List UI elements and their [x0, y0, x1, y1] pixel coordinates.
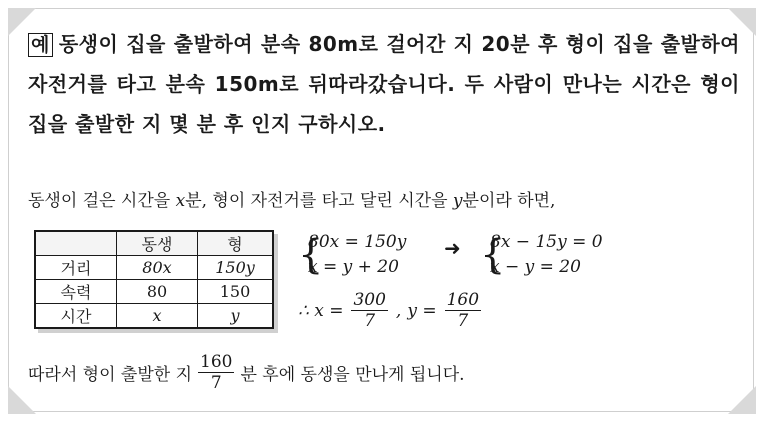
equation-line: x − y = 20 — [490, 257, 581, 277]
fraction-numerator: 160 — [200, 352, 233, 372]
table-cell: 80 — [117, 280, 198, 304]
brace-glyph: { — [298, 232, 324, 278]
equation-system-1 — [298, 230, 406, 280]
table-row — [35, 256, 273, 280]
conclusion-prefix: 따라서 형이 출발한 지 — [28, 365, 193, 385]
table-cell: 80x — [117, 256, 198, 280]
intro-text-c: 분이라 하면, — [462, 191, 556, 211]
equation-line: x = y + 20 — [308, 257, 399, 277]
table-row — [35, 280, 273, 304]
result-y-label: y = — [407, 300, 437, 321]
fraction-numerator: 160 — [446, 290, 480, 310]
fraction-denominator: 7 — [457, 311, 469, 331]
table-header-cell: 동생 — [117, 231, 198, 256]
equation-line: 8x − 15y = 0 — [490, 232, 603, 252]
table-cell: 150 — [198, 280, 274, 304]
fraction-y — [445, 290, 481, 331]
fraction-denominator: 7 — [210, 373, 222, 393]
distance-speed-time-table — [34, 230, 274, 329]
table-cell: x — [117, 304, 198, 329]
fraction-x — [351, 290, 387, 331]
brace-glyph: { — [480, 232, 506, 278]
table-cell: 150y — [198, 256, 274, 280]
equation-line: 80x = 150y — [308, 232, 407, 252]
problem-statement — [28, 24, 740, 144]
intro-text-a: 동생이 걸은 시간을 — [28, 191, 176, 211]
equation-system-2 — [480, 230, 603, 280]
fraction-numerator: 300 — [353, 290, 386, 310]
corner-decoration — [728, 386, 756, 414]
solution-result — [298, 290, 483, 331]
table-row-label: 속력 — [35, 280, 117, 304]
result-separator: , — [395, 300, 402, 321]
conclusion — [28, 352, 465, 393]
table-row — [35, 304, 273, 329]
table-row-label: 시간 — [35, 304, 117, 329]
table-row-label: 거리 — [35, 256, 117, 280]
table-cell: y — [198, 304, 274, 329]
example-badge: 예 — [28, 33, 53, 57]
solution-intro — [28, 186, 555, 211]
table-header-row — [35, 231, 273, 256]
table-header-cell: 형 — [198, 231, 274, 256]
intro-text-b: 분, 형이 자전거를 타고 달린 시간을 — [185, 191, 453, 211]
fraction-denominator: 7 — [364, 311, 376, 331]
problem-text: 동생이 집을 출발하여 분속 80m로 걸어간 지 20분 후 형이 집을 출발하여 자전거를 타고 분속 150m로 뒤따라갔습니다. 두 사람이 만나는 시간은 형이 집을 출발한 지 몇 분 후 인지 구하시오. — [28, 32, 740, 136]
intro-var-y: y — [452, 191, 463, 211]
conclusion-suffix: 분 후에 동생을 만나게 됩니다. — [240, 365, 465, 385]
intro-var-x: x — [175, 191, 186, 211]
fraction-answer — [198, 352, 234, 393]
result-prefix: ∴ x = — [298, 300, 344, 321]
table-header-cell — [35, 231, 117, 256]
arrow-icon: ➜ — [444, 236, 461, 260]
